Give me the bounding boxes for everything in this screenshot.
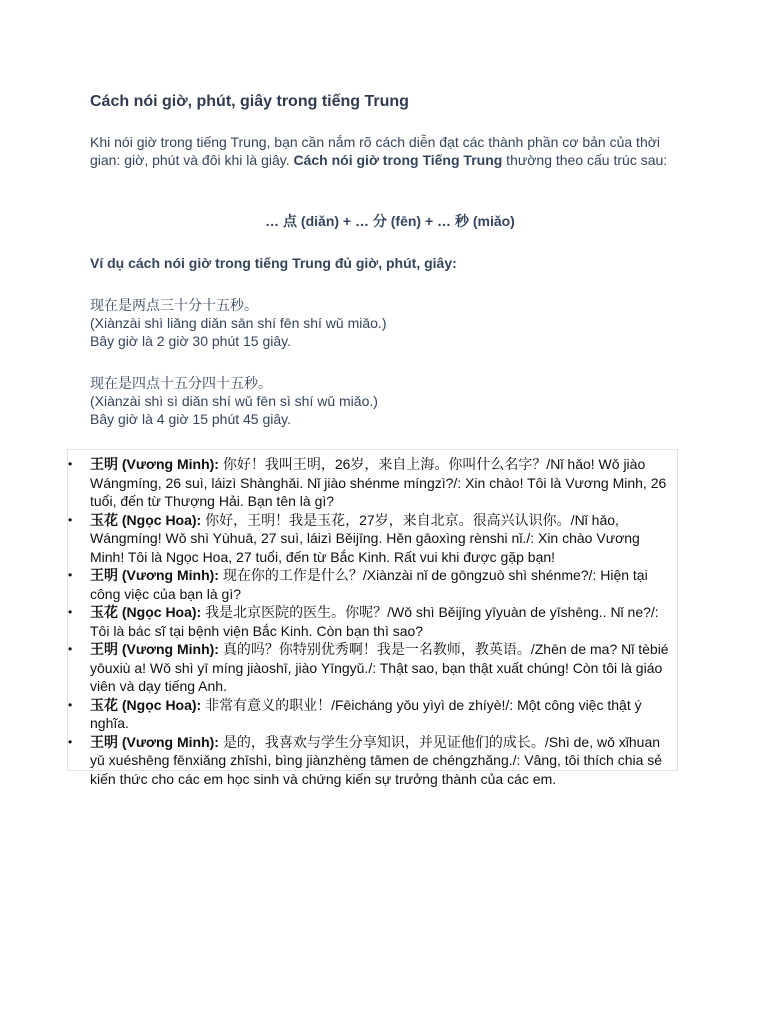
- examples-heading: Ví dụ cách nói giờ trong tiếng Trung đủ giờ, phút, giây:: [90, 255, 457, 271]
- speaker-name: 王明 (Vương Minh):: [90, 567, 219, 583]
- dialogue-text: 你好，王明！我是玉花，27岁，来自北京。很高兴认识你。/Nǐ hǎo, Wángmíng! Wǒ shì Yùhuā, 27 suì, láizì Běijīng. Hěn gāoxìng rènshi nǐ./: Xin chào Vương Minh! Tôi là Ngọc Hoa, 27 tuổi, đến từ Bắc Kinh. Rất vui khi được gặp bạn!: [90, 511, 640, 565]
- dialogue-text: 真的吗？你特别优秀啊！我是一名教师，教英语。/Zhēn de ma? Nǐ tèbié yōuxiù a! Wǒ shì yī míng jiàoshī, jiào Yīngyǔ./: Thật sao, bạn thật xuất chúng! Còn tôi là giáo viên và dạy tiếng Anh.: [90, 641, 669, 694]
- speaker-name: 王明 (Vương Minh):: [90, 733, 219, 750]
- example-translation: Bây giờ là 4 giờ 15 phút 45 giây.: [90, 411, 292, 427]
- dialogue-line: [90, 603, 677, 640]
- speaker-name: 王明 (Vương Minh):: [90, 641, 219, 657]
- dialogue-text: 你好！我叫王明，26岁，来自上海。你叫什么名字？/Nǐ hǎo! Wǒ jiào Wángmíng, 26 suì, láizì Shànghǎi. Nǐ jiào shénme míngzì?/: Xin chào! Tôi là Vương Minh, 26 tuổi, đến từ Thượng Hải. Bạn tên là gì?: [90, 456, 667, 509]
- speaker-name: 玉花 (Ngọc Hoa):: [90, 511, 202, 528]
- dialogue-text: 非常有意义的职业！/Fēicháng yǒu yìyì de zhíyè!/: Một công việc thật ý nghĩa.: [90, 696, 642, 731]
- example-hanzi: 现在是两点三十分十五秒。: [90, 297, 258, 313]
- dialogue-line: [90, 566, 677, 603]
- example-pinyin: (Xiànzài shì sì diǎn shí wǔ fēn sì shí wǔ miǎo.): [90, 393, 378, 409]
- example-hanzi: 现在是四点十五分四十五秒。: [90, 375, 272, 391]
- speaker-name: 王明 (Vương Minh):: [90, 456, 219, 472]
- intro-text-end: thường theo cấu trúc sau:: [502, 152, 668, 168]
- dialogue-line: [90, 696, 677, 733]
- dialogue-text: 是的，我喜欢与学生分享知识，并见证他们的成长。/Shì de, wǒ xǐhuan yǔ xuéshēng fēnxiǎng zhīshì, bìng jiànzhèng tāmen de chéngzhǎng./: Vâng, tôi thích chia sẻ kiến thức cho các em học sinh và chứng kiến sự trưởng thành của các em.: [90, 733, 663, 787]
- example-translation: Bây giờ là 2 giờ 30 phút 15 giây.: [90, 333, 292, 349]
- article-title: Cách nói giờ, phút, giây trong tiếng Trung: [90, 93, 409, 110]
- time-formula: … 点 (diǎn) + … 分 (fēn) + … 秒 (miǎo): [265, 213, 515, 229]
- dialogue-text: 现在你的工作是什么？/Xiànzài nǐ de gōngzuò shì shénme?/: Hiện tại công việc của bạn là gì?: [90, 567, 648, 602]
- intro-text: Khi nói giờ trong tiếng Trung, bạn cần nắm rõ cách diễn đạt các thành phần cơ bản của thời gian: giờ, phút và đôi khi là giây.: [90, 134, 661, 168]
- dialogue-line: [90, 733, 677, 789]
- example-block: [90, 374, 680, 428]
- intro-bold-phrase: Cách nói giờ trong Tiếng Trung: [293, 152, 503, 168]
- speaker-name: 玉花 (Ngọc Hoa):: [90, 604, 202, 620]
- example-pinyin: (Xiànzài shì liǎng diǎn sān shí fēn shí wǔ miǎo.): [90, 315, 387, 331]
- dialogue-box: [67, 449, 678, 787]
- dialogue-line: [90, 511, 677, 567]
- dialogue-list: [68, 450, 677, 788]
- dialogue-line: [90, 455, 677, 511]
- example-block: [90, 296, 680, 350]
- speaker-name: 玉花 (Ngọc Hoa):: [90, 696, 202, 713]
- dialogue-text: 我是北京医院的医生。你呢？/Wǒ shì Běijīng yīyuàn de yīshēng.. Nǐ ne?/: Tôi là bác sĩ tại bệnh viện Bắc Kinh. Còn bạn thì sao?: [90, 604, 659, 639]
- intro-paragraph: [90, 133, 680, 169]
- dialogue-line: [90, 640, 677, 696]
